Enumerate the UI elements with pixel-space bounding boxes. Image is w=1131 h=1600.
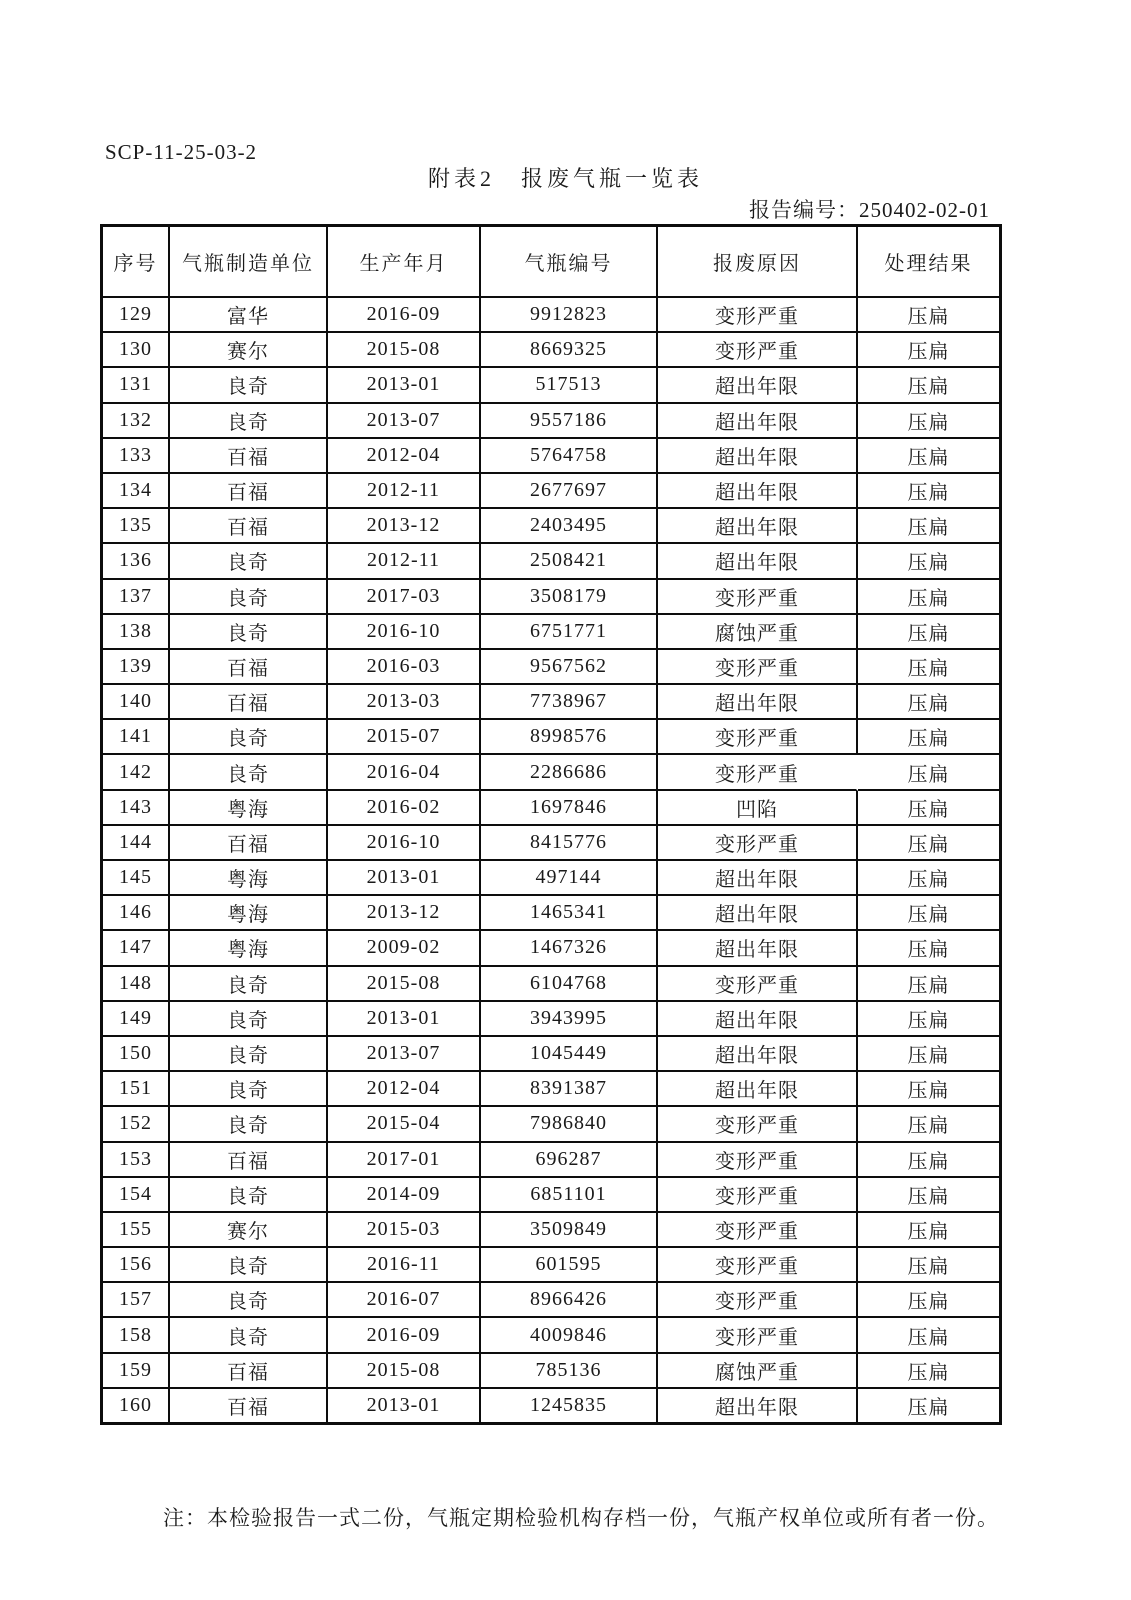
table-cell: 2013-01 xyxy=(328,1002,481,1037)
table-cell: 7738967 xyxy=(481,685,658,720)
table-cell: 压扁 xyxy=(858,333,999,368)
table-cell: 137 xyxy=(103,580,170,615)
table-cell: 变形严重 xyxy=(658,333,858,368)
table-cell: 2677697 xyxy=(481,474,658,509)
table-cell: 压扁 xyxy=(858,1354,999,1389)
table-row xyxy=(103,1107,999,1142)
table-cell: 129 xyxy=(103,298,170,333)
table-cell: 153 xyxy=(103,1143,170,1178)
table-cell: 良奇 xyxy=(170,720,328,755)
table-cell: 2012-04 xyxy=(328,1072,481,1107)
table-cell: 7986840 xyxy=(481,1107,658,1142)
table-cell: 压扁 xyxy=(858,580,999,615)
table-cell: 2015-08 xyxy=(328,1354,481,1389)
table-row xyxy=(103,1002,999,1037)
table-cell: 良奇 xyxy=(170,1072,328,1107)
table-cell: 2286686 xyxy=(481,755,658,790)
table-row xyxy=(103,404,999,439)
table-cell: 148 xyxy=(103,967,170,1002)
table-row xyxy=(103,1178,999,1213)
table-cell: 变形严重 xyxy=(658,580,858,615)
table-cell: 变形严重 xyxy=(658,967,858,1002)
table-cell: 变形严重 xyxy=(658,720,858,755)
table-row xyxy=(103,650,999,685)
table-cell: 超出年限 xyxy=(658,368,858,403)
table-cell: 压扁 xyxy=(858,509,999,544)
table-cell: 155 xyxy=(103,1213,170,1248)
table-row xyxy=(103,1318,999,1353)
table-cell: 腐蚀严重 xyxy=(658,615,858,650)
table-cell: 压扁 xyxy=(858,1213,999,1248)
table-cell: 压扁 xyxy=(858,1002,999,1037)
table-row xyxy=(103,861,999,896)
table-cell: 百福 xyxy=(170,474,328,509)
table-cell: 超出年限 xyxy=(658,404,858,439)
table-row xyxy=(103,685,999,720)
table-cell: 压扁 xyxy=(858,967,999,1002)
table-cell: 154 xyxy=(103,1178,170,1213)
table-cell: 百福 xyxy=(170,439,328,474)
table-cell: 压扁 xyxy=(858,1178,999,1213)
table-cell: 压扁 xyxy=(858,1248,999,1283)
table-cell: 超出年限 xyxy=(658,1389,858,1422)
table-cell: 3508179 xyxy=(481,580,658,615)
table-cell: 2009-02 xyxy=(328,931,481,966)
table-cell: 1467326 xyxy=(481,931,658,966)
table-cell: 变形严重 xyxy=(658,1107,858,1142)
table-cell: 2016-10 xyxy=(328,615,481,650)
table-row xyxy=(103,931,999,966)
table-cell: 2015-04 xyxy=(328,1107,481,1142)
table-cell: 压扁 xyxy=(858,1107,999,1142)
table-cell: 压扁 xyxy=(858,826,999,861)
column-header: 气瓶编号 xyxy=(481,227,658,298)
table-cell: 140 xyxy=(103,685,170,720)
table-cell: 良奇 xyxy=(170,967,328,1002)
table-cell: 压扁 xyxy=(858,615,999,650)
column-header: 报废原因 xyxy=(658,227,858,298)
table-cell: 良奇 xyxy=(170,1037,328,1072)
table-cell: 变形严重 xyxy=(658,650,858,685)
table-cell: 变形严重 xyxy=(658,1213,858,1248)
table-cell: 3509849 xyxy=(481,1213,658,1248)
table-cell: 赛尔 xyxy=(170,333,328,368)
table-cell: 超出年限 xyxy=(658,1037,858,1072)
table-row xyxy=(103,896,999,931)
table-cell: 8998576 xyxy=(481,720,658,755)
table-cell: 超出年限 xyxy=(658,1072,858,1107)
table-cell: 压扁 xyxy=(858,650,999,685)
table-cell: 压扁 xyxy=(858,439,999,474)
table-cell: 良奇 xyxy=(170,755,328,790)
table-cell: 145 xyxy=(103,861,170,896)
table-row xyxy=(103,580,999,615)
table-cell: 压扁 xyxy=(858,720,999,755)
table-cell: 146 xyxy=(103,896,170,931)
table-cell: 压扁 xyxy=(858,1037,999,1072)
table-cell: 超出年限 xyxy=(658,931,858,966)
table-cell: 130 xyxy=(103,333,170,368)
table-cell: 143 xyxy=(103,791,170,826)
table-cell: 8415776 xyxy=(481,826,658,861)
table-cell: 2013-01 xyxy=(328,368,481,403)
table-row xyxy=(103,1037,999,1072)
table-cell: 良奇 xyxy=(170,615,328,650)
table-cell: 压扁 xyxy=(858,685,999,720)
table-cell: 变形严重 xyxy=(658,755,858,790)
table-cell: 良奇 xyxy=(170,544,328,579)
table-cell: 压扁 xyxy=(858,896,999,931)
table-cell: 压扁 xyxy=(858,1143,999,1178)
table-cell: 8966426 xyxy=(481,1283,658,1318)
table-cell: 压扁 xyxy=(858,755,999,790)
report-number-value: 250402-02-01 xyxy=(859,198,990,222)
table-row xyxy=(103,1248,999,1283)
table-cell: 压扁 xyxy=(858,544,999,579)
table-cell: 2015-08 xyxy=(328,967,481,1002)
table-cell: 6104768 xyxy=(481,967,658,1002)
table-cell: 2016-11 xyxy=(328,1248,481,1283)
table-cell: 149 xyxy=(103,1002,170,1037)
table-cell: 9557186 xyxy=(481,404,658,439)
table-cell: 2403495 xyxy=(481,509,658,544)
table-cell: 2015-03 xyxy=(328,1213,481,1248)
table-cell: 4009846 xyxy=(481,1318,658,1353)
table-cell: 腐蚀严重 xyxy=(658,1354,858,1389)
table-cell: 2012-04 xyxy=(328,439,481,474)
table-cell: 2013-01 xyxy=(328,861,481,896)
table-cell: 152 xyxy=(103,1107,170,1142)
table-cell: 压扁 xyxy=(858,861,999,896)
table-cell: 压扁 xyxy=(858,1283,999,1318)
table-cell: 132 xyxy=(103,404,170,439)
table-cell: 超出年限 xyxy=(658,509,858,544)
page-title: 附表2 报废气瓶一览表 xyxy=(427,166,703,191)
table-cell: 良奇 xyxy=(170,580,328,615)
table-cell: 134 xyxy=(103,474,170,509)
table-cell: 2017-01 xyxy=(328,1143,481,1178)
table-row xyxy=(103,1213,999,1248)
table-cell: 良奇 xyxy=(170,368,328,403)
table-cell: 147 xyxy=(103,931,170,966)
table-cell: 136 xyxy=(103,544,170,579)
table-cell: 2015-08 xyxy=(328,333,481,368)
table-cell: 2016-02 xyxy=(328,791,481,826)
table-cell: 良奇 xyxy=(170,404,328,439)
table-cell: 2013-01 xyxy=(328,1389,481,1422)
table-cell: 良奇 xyxy=(170,1318,328,1353)
table-cell: 150 xyxy=(103,1037,170,1072)
table-row xyxy=(103,720,999,755)
table-cell: 粤海 xyxy=(170,931,328,966)
table-cell: 良奇 xyxy=(170,1178,328,1213)
table-row xyxy=(103,1354,999,1389)
table-cell: 2016-04 xyxy=(328,755,481,790)
table-cell: 696287 xyxy=(481,1143,658,1178)
table-cell: 2012-11 xyxy=(328,474,481,509)
table-cell: 2013-07 xyxy=(328,404,481,439)
table-cell: 百福 xyxy=(170,509,328,544)
table-cell: 富华 xyxy=(170,298,328,333)
table-row xyxy=(103,509,999,544)
table-cell: 2016-09 xyxy=(328,298,481,333)
table-header-row xyxy=(103,227,999,298)
table-cell: 2014-09 xyxy=(328,1178,481,1213)
table-cell: 百福 xyxy=(170,685,328,720)
table-row xyxy=(103,1389,999,1422)
table-cell: 良奇 xyxy=(170,1002,328,1037)
table-cell: 2016-10 xyxy=(328,826,481,861)
table-cell: 变形严重 xyxy=(658,298,858,333)
table-row xyxy=(103,826,999,861)
table-row xyxy=(103,544,999,579)
table-cell: 9912823 xyxy=(481,298,658,333)
table-cell: 6751771 xyxy=(481,615,658,650)
table-cell: 1465341 xyxy=(481,896,658,931)
table-cell: 百福 xyxy=(170,1354,328,1389)
table-cell: 141 xyxy=(103,720,170,755)
table-cell: 凹陷 xyxy=(658,791,858,826)
table-cell: 变形严重 xyxy=(658,1143,858,1178)
table-cell: 517513 xyxy=(481,368,658,403)
footnote: 注：本检验报告一式二份，气瓶定期检验机构存档一份，气瓶产权单位或所有者一份。 xyxy=(163,1506,999,1530)
table-row xyxy=(103,368,999,403)
table-cell: 压扁 xyxy=(858,404,999,439)
table-cell: 1697846 xyxy=(481,791,658,826)
table-cell: 百福 xyxy=(170,826,328,861)
table-cell: 2015-07 xyxy=(328,720,481,755)
table-cell: 156 xyxy=(103,1248,170,1283)
table-row xyxy=(103,791,999,826)
table-cell: 8669325 xyxy=(481,333,658,368)
table-cell: 超出年限 xyxy=(658,896,858,931)
table-cell: 2016-07 xyxy=(328,1283,481,1318)
table-cell: 5764758 xyxy=(481,439,658,474)
table-row xyxy=(103,1072,999,1107)
table-cell: 2017-03 xyxy=(328,580,481,615)
table-cell: 超出年限 xyxy=(658,439,858,474)
column-header: 气瓶制造单位 xyxy=(170,227,328,298)
table-cell: 151 xyxy=(103,1072,170,1107)
table-row xyxy=(103,1283,999,1318)
table-cell: 139 xyxy=(103,650,170,685)
table-row xyxy=(103,333,999,368)
table-cell: 超出年限 xyxy=(658,544,858,579)
table-cell: 良奇 xyxy=(170,1283,328,1318)
scrapped-cylinders-table xyxy=(100,224,1002,1425)
table-cell: 1245835 xyxy=(481,1389,658,1422)
table-cell: 157 xyxy=(103,1283,170,1318)
report-number-line xyxy=(749,194,990,224)
table-cell: 压扁 xyxy=(907,1396,950,1419)
table-row xyxy=(103,439,999,474)
table-cell: 百福 xyxy=(170,650,328,685)
table-cell: 粤海 xyxy=(170,896,328,931)
table-row xyxy=(103,298,999,333)
table-cell: 160 xyxy=(103,1389,170,1422)
table-cell: 133 xyxy=(103,439,170,474)
table-cell: 2013-03 xyxy=(328,685,481,720)
table-cell: 131 xyxy=(103,368,170,403)
table-cell: 变形严重 xyxy=(658,1318,858,1353)
table-cell: 135 xyxy=(103,509,170,544)
table-cell: 超出年限 xyxy=(658,861,858,896)
table-cell: 压扁 xyxy=(858,298,999,333)
table-cell: 8391387 xyxy=(481,1072,658,1107)
table-cell: 2012-11 xyxy=(328,544,481,579)
table-cell: 压扁 xyxy=(858,931,999,966)
table-cell: 压扁 xyxy=(858,791,999,826)
table-cell: 压扁 xyxy=(858,1318,999,1353)
table-cell: 9567562 xyxy=(481,650,658,685)
table-cell: 3943995 xyxy=(481,1002,658,1037)
table-cell: 压扁 xyxy=(858,368,999,403)
table-row xyxy=(103,967,999,1002)
table-cell: 1045449 xyxy=(481,1037,658,1072)
table-cell: 变形严重 xyxy=(658,826,858,861)
table-cell: 2016-09 xyxy=(328,1318,481,1353)
table-cell: 785136 xyxy=(481,1354,658,1389)
table-cell: 超出年限 xyxy=(658,1002,858,1037)
table-cell: 2013-07 xyxy=(328,1037,481,1072)
table-cell: 2013-12 xyxy=(328,509,481,544)
table-cell: 6851101 xyxy=(481,1178,658,1213)
table-cell: 变形严重 xyxy=(658,1283,858,1318)
doc-code: SCP-11-25-03-2 xyxy=(105,140,258,164)
table-cell: 赛尔 xyxy=(170,1213,328,1248)
table-cell: 超出年限 xyxy=(658,685,858,720)
table-cell: 159 xyxy=(103,1354,170,1389)
column-header: 处理结果 xyxy=(858,227,999,298)
table-cell: 138 xyxy=(103,615,170,650)
table-cell: 良奇 xyxy=(170,1107,328,1142)
column-header: 生产年月 xyxy=(328,227,481,298)
table-cell: 2016-03 xyxy=(328,650,481,685)
table-cell: 超出年限 xyxy=(658,474,858,509)
table-cell: 2013-12 xyxy=(328,896,481,931)
table-row xyxy=(103,755,999,790)
table-cell: 粤海 xyxy=(170,861,328,896)
table-cell: 158 xyxy=(103,1318,170,1353)
table-cell: 601595 xyxy=(481,1248,658,1283)
table-cell: 压扁 xyxy=(858,1072,999,1107)
table-row xyxy=(103,474,999,509)
table-cell: 2508421 xyxy=(481,544,658,579)
column-header: 序号 xyxy=(103,227,170,298)
table-row xyxy=(103,1143,999,1178)
table-cell: 压扁 xyxy=(858,474,999,509)
table-cell: 497144 xyxy=(481,861,658,896)
table-cell: 良奇 xyxy=(170,1248,328,1283)
table-cell: 变形严重 xyxy=(658,1178,858,1213)
table-cell: 144 xyxy=(103,826,170,861)
table-cell: 142 xyxy=(103,755,170,790)
table-cell: 粤海 xyxy=(170,791,328,826)
table-cell: 百福 xyxy=(170,1143,328,1178)
table-cell: 变形严重 xyxy=(658,1248,858,1283)
table-cell: 百福 xyxy=(170,1389,328,1422)
table-row xyxy=(103,615,999,650)
report-number-label: 报告编号： xyxy=(749,198,859,222)
